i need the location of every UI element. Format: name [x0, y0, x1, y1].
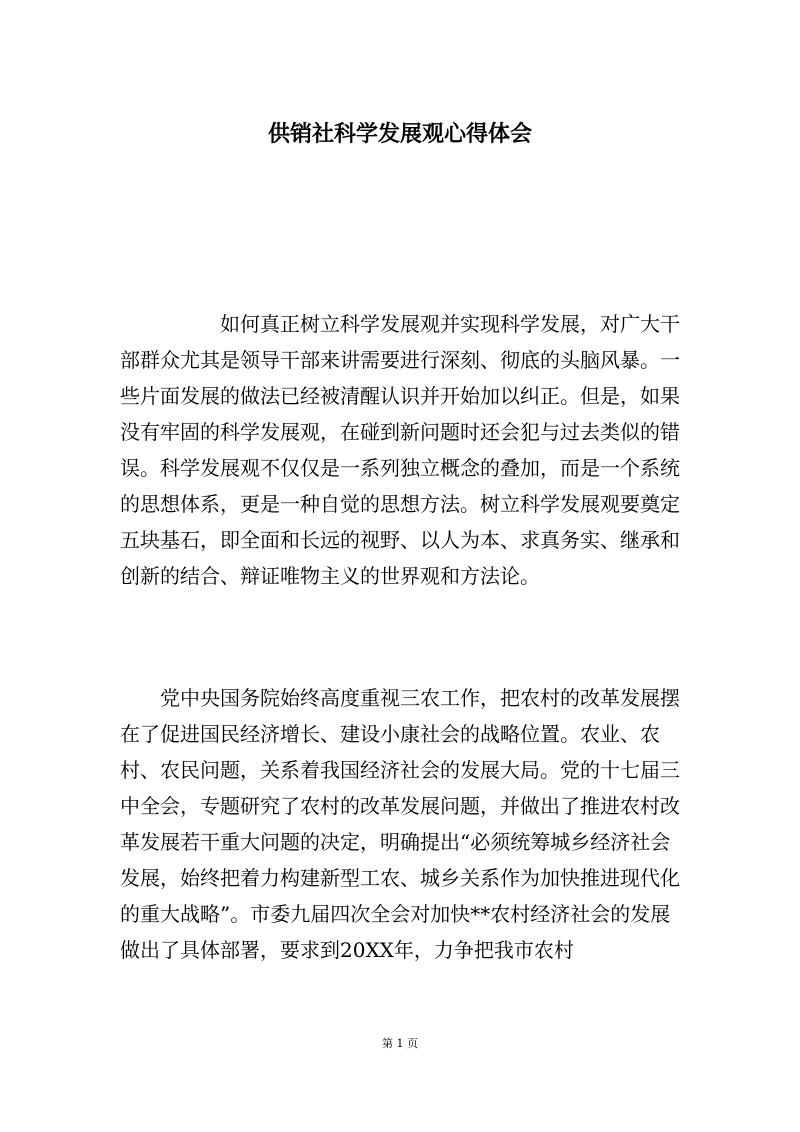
page-number: 第 1 页 — [382, 1037, 418, 1050]
document-title: 供销社科学发展观心得体会 — [267, 122, 532, 147]
body-paragraph-2: 党中央国务院始终高度重视三农工作，把农村的改革发展摆在了促进国民经济增长、建设小康社会的战略位置。农业、农村、农民问题，关系着我国经济社会的发展大局。党的十七届三中全会，专题研究了农村的改革发展问题，并做出了推进农村改革发展若干重大问题的决定，明确提出“必须统筹城乡经济社会发展，始终把着力构建新型工农、城乡关系作为加快推进现代化的重大战略”。市委九届四次全会对加快**农村经济社会的发展做出了具体部署，要求到20XX年，力争把我市农村 — [120, 686, 680, 962]
body-paragraph-1: 如何真正树立科学发展观并实现科学发展，对广大干部群众尤其是领导干部来讲需要进行深刻、彻底的头脑风暴。一些片面发展的做法已经被清醒认识并开始加以纠正。但是，如果没有牢固的科学发展观，在碰到新问题时还会犯与过去类似的错误。科学发展观不仅仅是一系列独立概念的叠加，而是一个系统的思想体系，更是一种自觉的思想方法。树立科学发展观要奠定五块基石，即全面和长远的视野、以人为本、求真务实、继承和创新的结合、辩证唯物主义的世界观和方法论。 — [120, 312, 680, 588]
